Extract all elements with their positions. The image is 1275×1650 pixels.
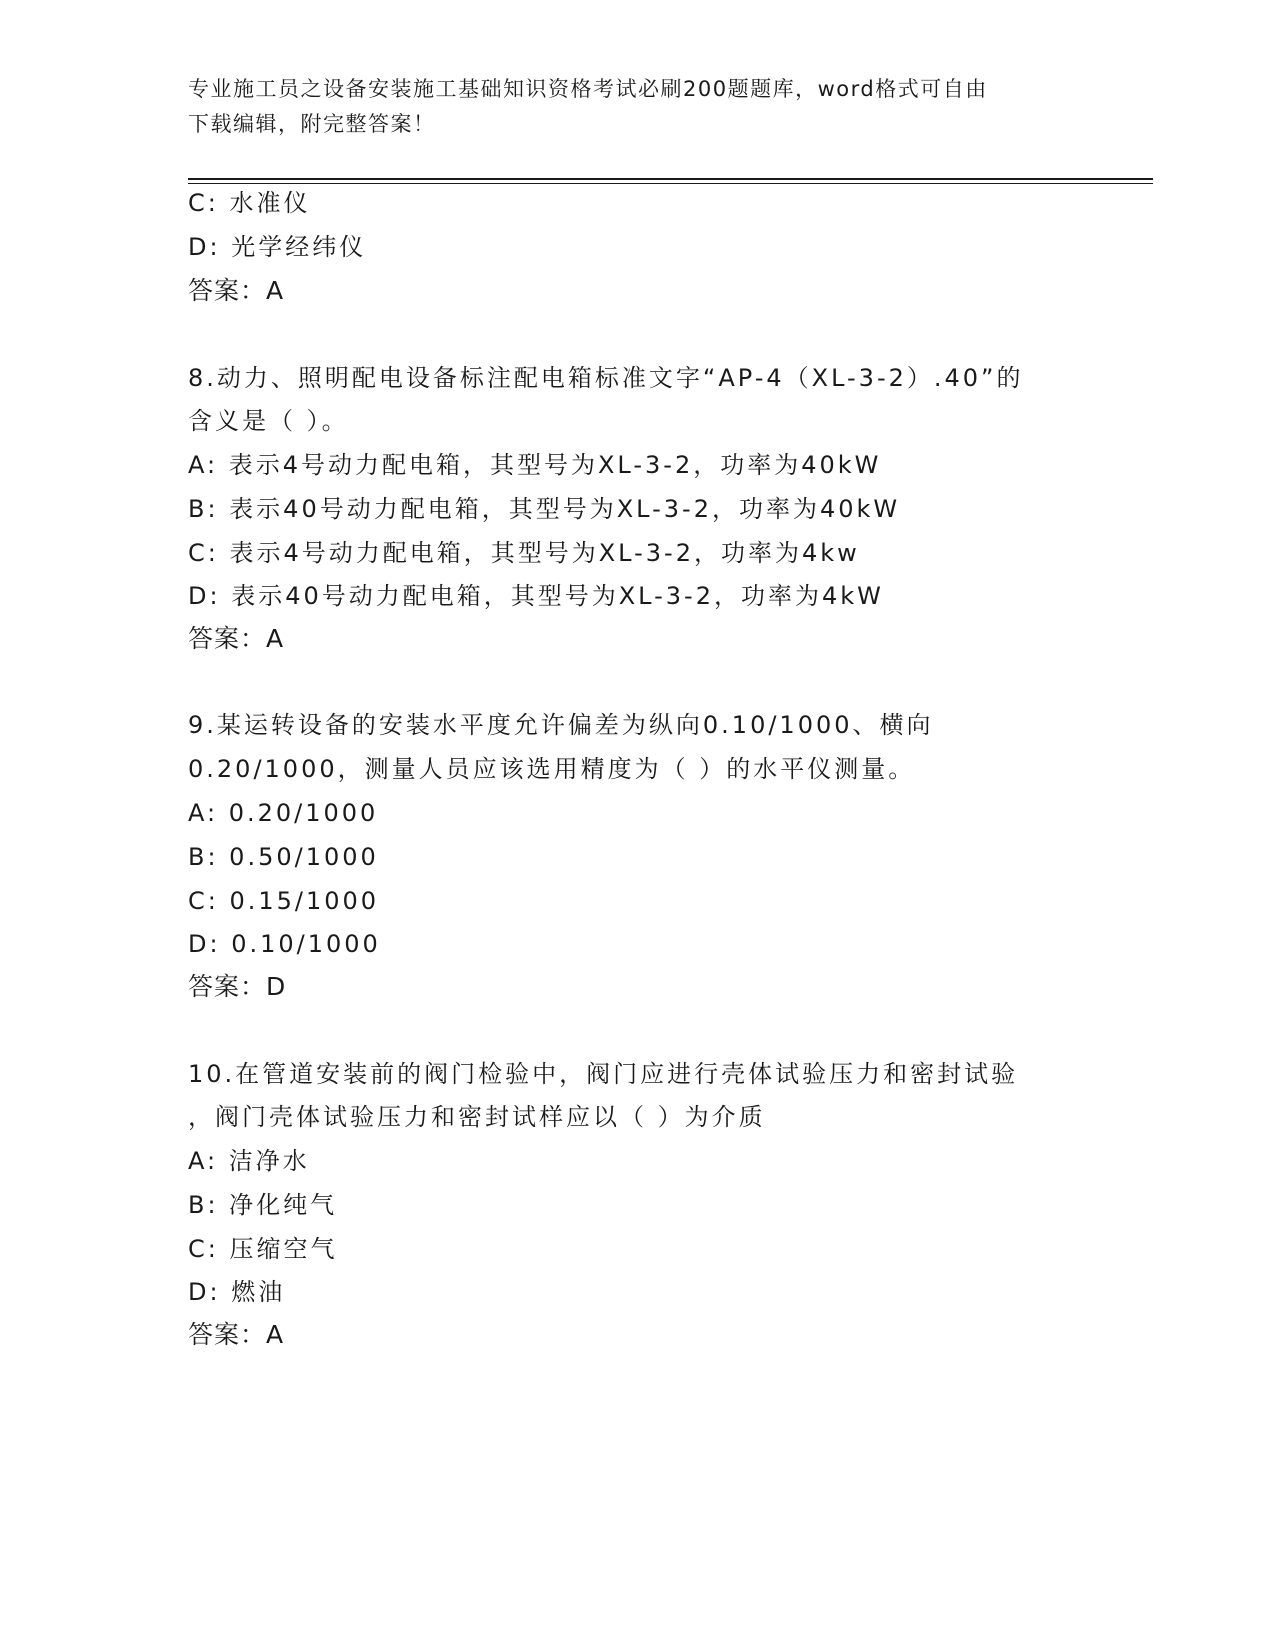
q9-answer: 答案：D [188, 972, 287, 1001]
q9-option-a: A: 0.20/1000 [188, 799, 379, 827]
q10-option-a: A: 洁净水 [188, 1147, 310, 1175]
prev-option-d: D: 光学经纬仪 [188, 233, 367, 261]
q10-answer: 答案：A [188, 1320, 285, 1349]
q10-stem-line-2: ，阀门壳体试验压力和密封试样应以（ ）为介质 [188, 1103, 766, 1131]
header-divider-thick [188, 178, 1153, 180]
q9-option-b: B: 0.50/1000 [188, 843, 379, 871]
q10-option-c: C: 压缩空气 [188, 1235, 338, 1263]
q10-stem-line-1: 10.在管道安装前的阀门检验中，阀门应进行壳体试验压力和密封试验 [188, 1060, 1019, 1088]
q10-option-d: D: 燃油 [188, 1278, 286, 1306]
q8-stem-line-1: 8.动力、照明配电设备标注配电箱标准文字“AP-4（XL-3-2）.40”的 [188, 364, 1024, 392]
q8-option-c: C: 表示4号动力配电箱，其型号为XL-3-2，功率为4kw [188, 539, 860, 567]
header-divider-thin [188, 183, 1153, 184]
q9-option-c: C: 0.15/1000 [188, 887, 380, 915]
q8-option-b: B: 表示40号动力配电箱，其型号为XL-3-2，功率为40kW [188, 495, 901, 523]
q8-option-a: A: 表示4号动力配电箱，其型号为XL-3-2，功率为40kW [188, 451, 882, 479]
prev-answer: 答案：A [188, 276, 285, 305]
header-title-line-2: 下载编辑，附完整答案！ [188, 112, 436, 136]
document-header [188, 72, 1068, 142]
q9-option-d: D: 0.10/1000 [188, 930, 381, 958]
q8-stem-line-2: 含义是（ ）。 [188, 407, 349, 435]
q9-stem-line-2: 0.20/1000，测量人员应该选用精度为（ ）的水平仪测量。 [188, 755, 916, 783]
header-title-line-1: 专业施工员之设备安装施工基础知识资格考试必刷200题题库，word格式可自由 [188, 77, 988, 101]
q9-stem-line-1: 9.某运转设备的安装水平度允许偏差为纵向0.10/1000、横向 [188, 711, 934, 739]
q8-option-d: D: 表示40号动力配电箱，其型号为XL-3-2，功率为4kW [188, 582, 884, 610]
q8-answer: 答案：A [188, 624, 285, 653]
q10-option-b: B: 净化纯气 [188, 1191, 338, 1219]
prev-option-c: C: 水准仪 [188, 189, 311, 217]
